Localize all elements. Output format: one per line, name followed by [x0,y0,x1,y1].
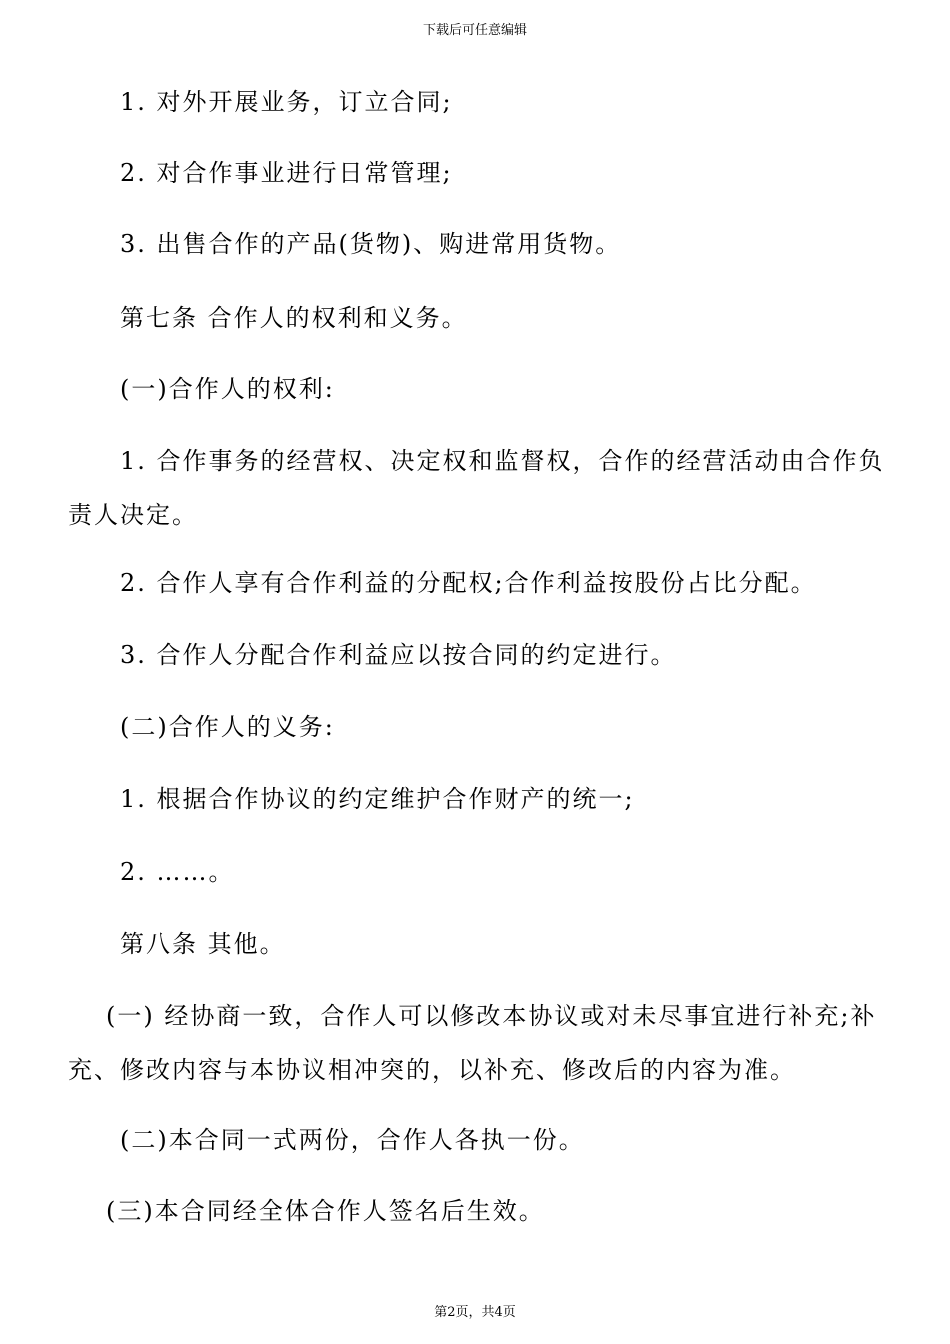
paragraph-rights-1: 1. 合作事务的经营权、决定权和监督权，合作的经营活动由合作负责人决定。 [68,447,885,529]
page-header: 下载后可任意编辑 [422,23,527,38]
paragraph-1: 1. 对外开展业务，订立合同; [120,88,453,116]
paragraph-article-8: 第八条 其他。 [120,930,286,958]
paragraph-rights-heading: (一)合作人的权利: [120,375,335,403]
paragraph-article-7: 第七条 合作人的权利和义务。 [120,304,468,332]
paragraph-3: 3. 出售合作的产品(货物)、购进常用货物。 [120,230,622,258]
paragraph-duties-2: 2. ……。 [120,858,235,886]
paragraph-duties-heading: (二)合作人的义务: [120,713,335,741]
paragraph-rights-2: 2. 合作人享有合作利益的分配权;合作利益按股份占比分配。 [120,569,817,597]
paragraph-other-2: (二)本合同一式两份，合作人各执一份。 [120,1126,585,1154]
paragraph-duties-1: 1. 根据合作协议的约定维护合作财产的统一; [120,785,635,813]
paragraph-other-3: (三)本合同经全体合作人签名后生效。 [106,1197,545,1225]
paragraph-2: 2. 对合作事业进行日常管理; [120,159,453,187]
page-footer: 第2页，共4页 [434,1305,516,1320]
paragraph-other-1: (一) 经协商一致，合作人可以修改本协议或对未尽事宜进行补充;补充、修改内容与本协议相冲突的，以补充、修改后的内容为准。 [68,1002,877,1084]
paragraph-rights-3: 3. 合作人分配合作利益应以按合同的约定进行。 [120,641,677,669]
